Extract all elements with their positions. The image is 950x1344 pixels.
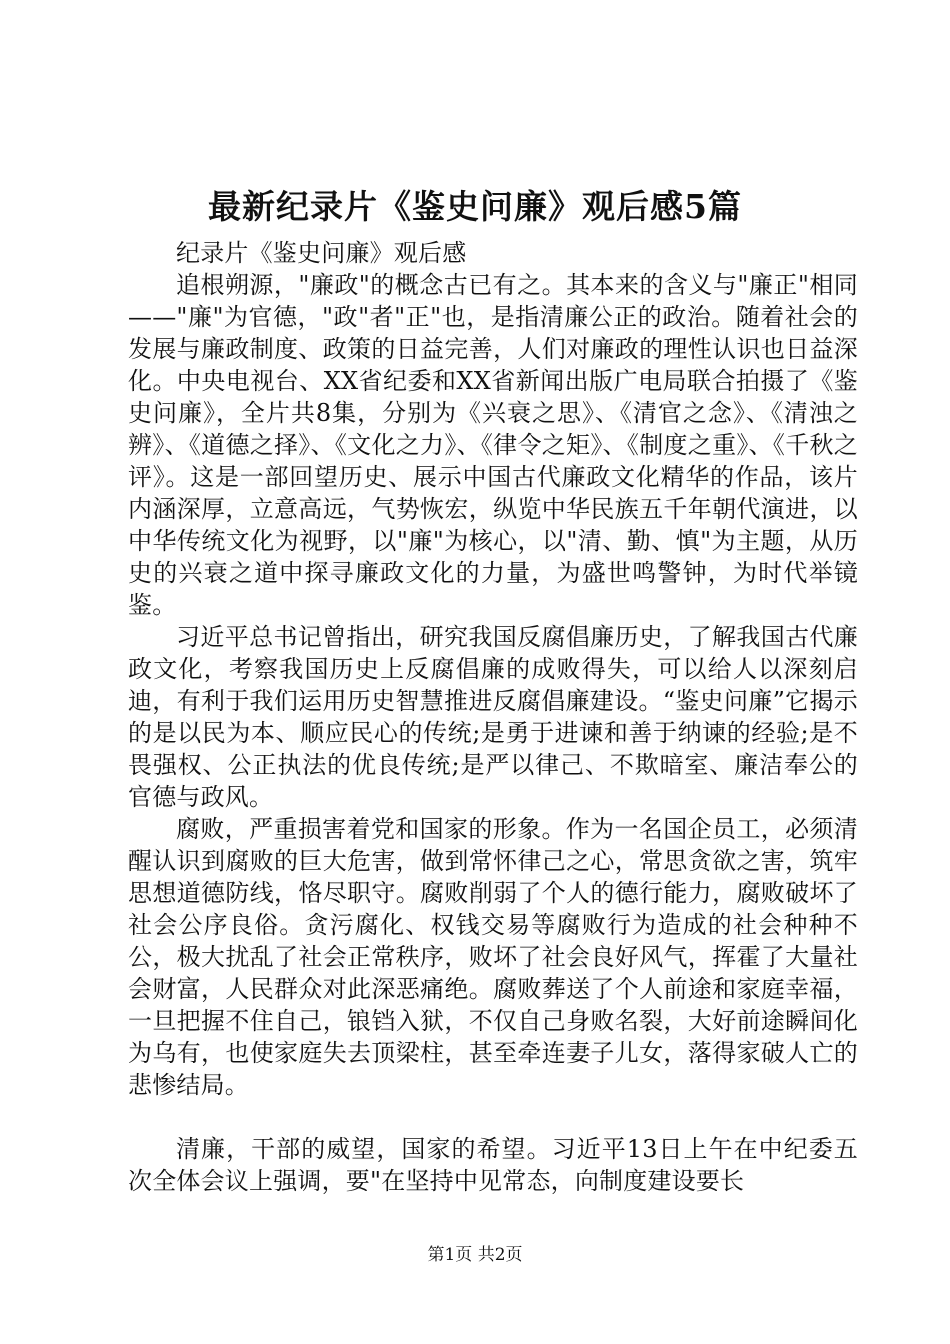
paragraph-1: 追根朔源，"廉政"的概念古已有之。其本来的含义与"廉正"相同——"廉"为官德，"政"者"正"也，是指清廉公正的政治。随着社会的发展与廉政制度、政策的日益完善，人们对廉政的理性认识也日益深化。中央电视台、XX省纪委和XX省新闻出版广电局联合拍摄了《鉴史问廉》，全片共8集，分别为《兴衰之思》、《清官之念》、《清浊之辨》、《道德之择》、《文化之力》、《律令之矩》、《制度之重》、《千秋之评》。这是一部回望历史、展示中国古代廉政文化精华的作品，该片内涵深厚，立意高远，气势恢宏，纵览中华民族五千年朝代演进，以中华传统文化为视野，以"廉"为核心，以"清、勤、慎"为主题，从历史的兴衰之道中探寻廉政文化的力量，为盛世鸣警钟，为时代举镜鉴。 <box>128 271 858 619</box>
document-title: 最新纪录片《鉴史问廉》观后感5篇 <box>208 187 742 226</box>
paragraph-2: 习近平总书记曾指出，研究我国反腐倡廉历史，了解我国古代廉政文化，考察我国历史上反腐倡廉的成败得失，可以给人以深刻启迪，有利于我们运用历史智慧推进反腐倡廉建设。“鉴史问廉”它揭示的是以民为本、顺应民心的传统;是勇于进谏和善于纳谏的经验;是不畏强权、公正执法的优良传统;是严以律己、不欺暗室、廉洁奉公的官德与政风。 <box>128 623 858 811</box>
page-footer: 第1页 共2页 <box>427 1245 523 1265</box>
paragraph-4: 清廉，干部的威望，国家的希望。习近平13日上午在中纪委五次全体会议上强调，要"在坚持中见常态，向制度建设要长 <box>128 1135 858 1195</box>
section-heading: 纪录片《鉴史问廉》观后感 <box>176 239 467 267</box>
document-body <box>128 237 858 1197</box>
paragraph-3: 腐败，严重损害着党和国家的形象。作为一名国企员工，必须清醒认识到腐败的巨大危害，做到常怀律己之心，常思贪欲之害，筑牢思想道德防线，恪尽职守。腐败削弱了个人的德行能力，腐败破坏了社会公序良俗。贪污腐化、权钱交易等腐败行为造成的社会种种不公，极大扰乱了社会正常秩序，败坏了社会良好风气，挥霍了大量社会财富，人民群众对此深恶痛绝。腐败葬送了个人前途和家庭幸福，一旦把握不住自己，锒铛入狱，不仅自己身败名裂，大好前途瞬间化为乌有，也使家庭失去顶梁柱，甚至牵连妻子儿女，落得家破人亡的悲惨结局。 <box>128 815 858 1099</box>
